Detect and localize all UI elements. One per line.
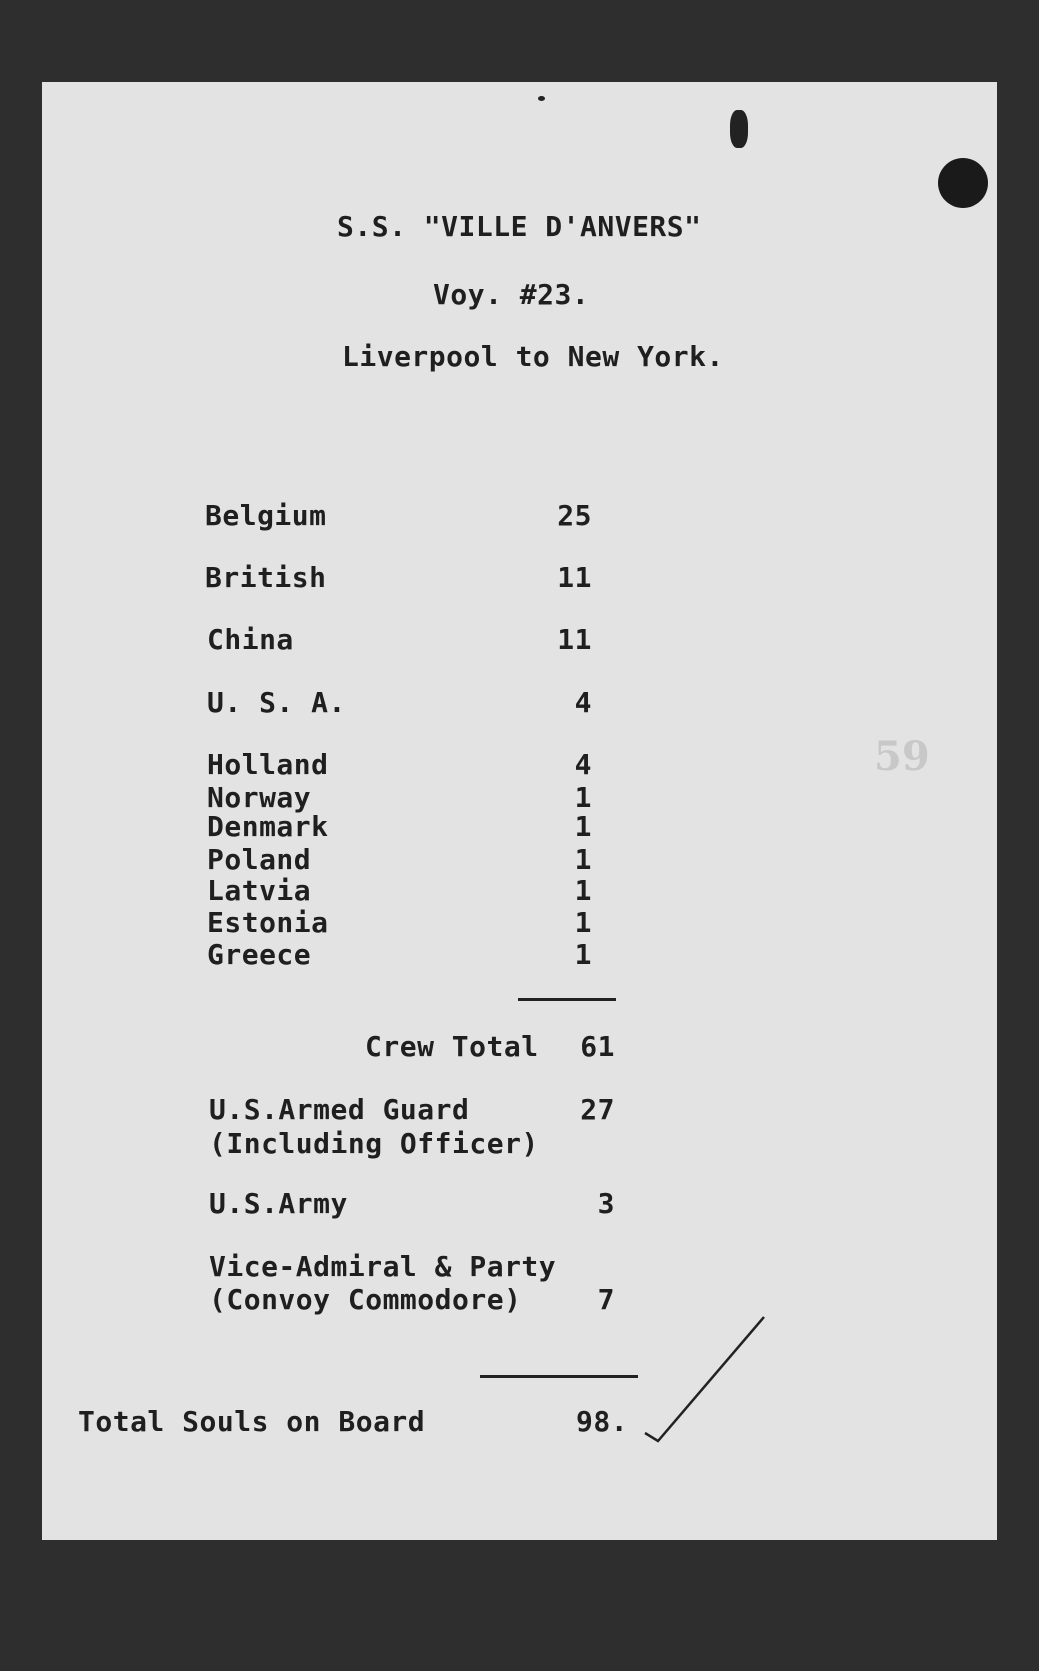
army-value: 3 <box>597 1187 615 1220</box>
admiral-value: 7 <box>597 1283 615 1316</box>
crew-count: 11 <box>557 623 592 656</box>
page-stamp-number: 59 <box>874 733 930 780</box>
armed-guard-value: 27 <box>580 1093 615 1126</box>
crew-total-value: 61 <box>580 1030 615 1063</box>
ship-name: S.S. "VILLE D'ANVERS" <box>337 210 702 243</box>
crew-count: 1 <box>574 810 592 843</box>
admiral-label: Vice-Admiral & Party <box>209 1250 557 1283</box>
route: Liverpool to New York. <box>342 340 724 373</box>
crew-nation: China <box>207 623 294 656</box>
crew-count: 1 <box>574 874 592 907</box>
voyage-number: Voy. #23. <box>433 278 590 311</box>
army-label: U.S.Army <box>209 1187 348 1220</box>
speck <box>730 110 748 148</box>
crew-nation: British <box>205 561 327 594</box>
crew-count: 1 <box>574 906 592 939</box>
crew-count: 1 <box>574 781 592 814</box>
crew-count: 11 <box>557 561 592 594</box>
crew-nation: U. S. A. <box>207 686 346 719</box>
speck <box>538 96 545 101</box>
crew-total-label: Crew Total <box>365 1030 539 1063</box>
crew-count: 25 <box>557 499 592 532</box>
crew-nation: Belgium <box>205 499 327 532</box>
crew-nation: Holland <box>207 748 329 781</box>
total-label: Total Souls on Board <box>78 1405 426 1438</box>
total-rule <box>480 1375 638 1378</box>
crew-nation: Denmark <box>207 810 329 843</box>
crew-nation: Poland <box>207 843 312 876</box>
crew-count: 1 <box>574 938 592 971</box>
crew-nation: Latvia <box>207 874 312 907</box>
subtotal-rule <box>518 998 616 1001</box>
total-value: 98. <box>576 1405 629 1438</box>
armed-guard-note: (Including Officer) <box>209 1127 539 1160</box>
crew-nation: Greece <box>207 938 312 971</box>
crew-count: 4 <box>574 686 592 719</box>
armed-guard-label: U.S.Armed Guard <box>209 1093 470 1126</box>
checkmark-icon <box>640 1315 770 1445</box>
crew-nation: Estonia <box>207 906 329 939</box>
admiral-note: (Convoy Commodore) <box>209 1283 522 1316</box>
punch-hole <box>938 158 988 208</box>
crew-count: 1 <box>574 843 592 876</box>
crew-nation: Norway <box>207 781 312 814</box>
crew-count: 4 <box>574 748 592 781</box>
